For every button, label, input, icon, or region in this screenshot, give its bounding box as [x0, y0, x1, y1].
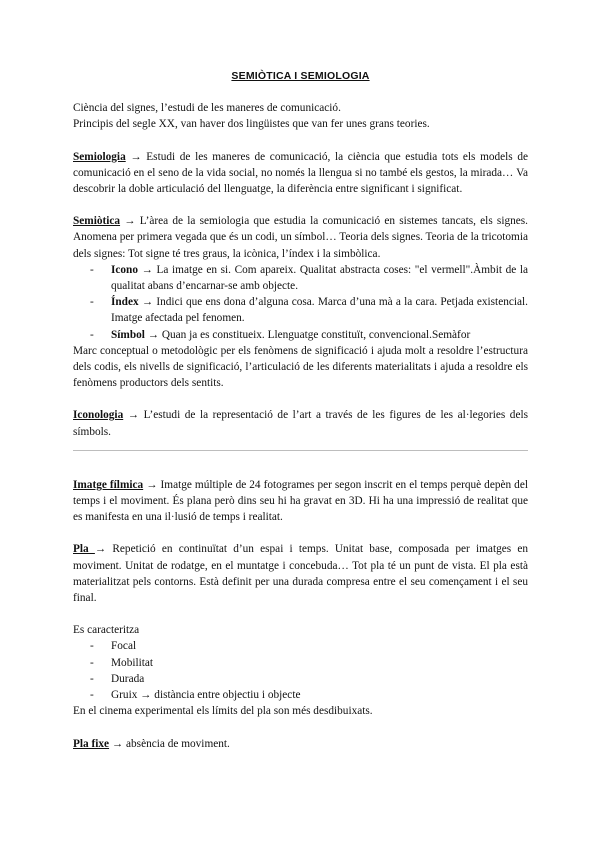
characteristics-list	[73, 638, 528, 703]
page-title: SEMIÒTICA I SEMIOLOGIA	[231, 70, 370, 82]
imatge-filmica-paragraph	[73, 477, 528, 526]
icono-label: Icono	[111, 263, 138, 276]
caracteritza-after: En el cinema experimental els límits del pla son més desdibuixats.	[73, 705, 373, 718]
semiologia-paragraph	[73, 149, 528, 198]
pla-fixe-paragraph	[73, 736, 528, 752]
iconologia-text: → L’estudi de la representació de l’art a través de les figures de les al·legories dels símbols.	[73, 409, 528, 438]
intro-line-2: Principis del segle XX, van haver dos lingüistes que van fer unes grans teories.	[73, 118, 430, 131]
iconologia-term: Iconologia	[73, 409, 124, 422]
semiotica-after: Marc conceptual o metodològic per els fenòmens de significació i ajuda molt a resoldre l’estructura dels codis, els nivells de significació, l’articulació de les diferents materialitats i ajuda a resoldre els fenòmens productors dels sentits.	[73, 344, 528, 390]
semiotica-text: → L’àrea de la semiologia que estudia la comunicació en sistemes tancats, els signes. Anomena per primera vegada que és un codi, un símbol… Teoria dels signes. Teoria de la tricotomia dels signes: Tot signe té tres graus, la icònica, l’índex i la simbòlica.	[73, 215, 528, 260]
list-item: - Mobilitat	[90, 656, 154, 669]
document-content	[73, 68, 528, 752]
semiotica-paragraph	[73, 213, 528, 262]
imatge-filmica-text: → Imatge múltiple de 24 fotogrames per segon inscrit en el temps perquè depèn del temps i el moviment. És plana però dins seu hi ha gravat en 3D. Hi ha una impressió de realitat que es manifesta en una il·lusió de temps i realitat.	[73, 478, 528, 524]
list-item: - Índex → Indici que ens dona d’alguna cosa. Marca d’una mà a la cara. Petjada existencial. Imatge afectada pel fenomen.	[90, 296, 528, 325]
list-item: - Focal	[90, 640, 137, 653]
semiologia-text: → Estudi de les maneres de comunicació, la ciència que estudia tots els models de comunicació en el seno de la vida social, no només la llengua si no també els gestos, la mirada… Va descobrir la doble articulació del llenguatge, la diferència entre significant i significat.	[73, 150, 528, 196]
pla-fixe-text: → absència de moviment.	[109, 737, 230, 750]
caracteritza-heading: Es caracteritza	[73, 624, 140, 637]
index-label: Índex	[111, 296, 139, 309]
simbol-label: Símbol	[111, 328, 145, 341]
sign-types-list	[73, 262, 528, 343]
pla-fixe-term: Pla fixe	[73, 737, 110, 750]
pla-text: → Repetició en continuïtat d’un espai i temps. Unitat base, composada per imatges en moviment. Unitat de rodatge, en el muntatge i concebuda… Tot pla té un punt de vista. El pla està materialitzat pels contorns. Està definit per una durada compresa entre el seu començament i el seu final.	[73, 543, 529, 605]
list-item: - Icono → La imatge en si. Com apareix. Qualitat abstracta coses: "el vermell".Àmbit de la qualitat abans d’encarnar-se amb objecte.	[90, 263, 528, 293]
imatge-filmica-term: Imatge fílmica	[73, 478, 144, 491]
pla-paragraph	[73, 541, 528, 606]
intro-line-1: Ciència del signes, l’estudi de les maneres de comunicació.	[73, 102, 341, 115]
semiotica-term: Semiòtica	[73, 215, 121, 228]
iconologia-paragraph	[73, 407, 528, 439]
semiologia-term: Semiologia	[73, 150, 126, 163]
list-item: - Gruix → distància entre objectiu i objecte	[90, 689, 301, 702]
pla-term: Pla	[73, 543, 95, 556]
list-item: - Símbol → Quan ja es constitueix. Llenguatge constituït, convencional.Semàfor	[90, 328, 471, 341]
list-item: - Durada	[90, 672, 145, 685]
